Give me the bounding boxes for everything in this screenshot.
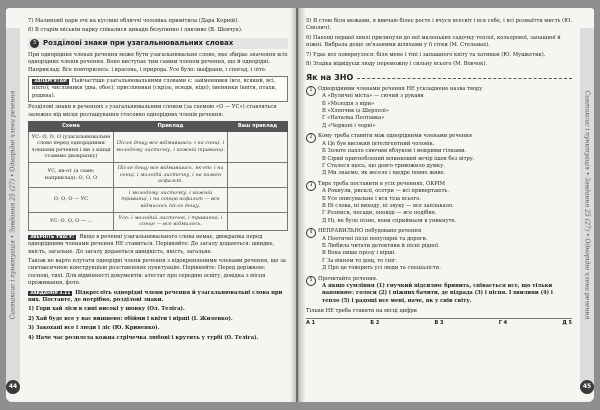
answer-option: В «Хлопчик із Шерлолі» (322, 108, 389, 115)
task-tag: ЗАВДАННЯ 3.11 (30, 290, 71, 296)
answer-option: Г «Наталка Полтавка» (322, 115, 385, 122)
left-page (6, 8, 296, 402)
top-item: 5) Я стою біля межами, я вивчаю білеє росте і вчуся всесвіт і вся себе, і всі розмаїття мисть (Ю. Смолич). (306, 18, 572, 32)
top-item: 8) Згадка відвідуєш люду переможну і сильну всього (М. Вовчок). (306, 61, 488, 68)
question-number: 2 (306, 133, 316, 143)
answer-choice[interactable]: А 1 (306, 319, 316, 326)
exercise-item: 2) Хай буде все у вас вишнево: обійми і квіти і вірші (І. Жиленко). (28, 315, 233, 322)
answer-option: А «Вуличні міста» — сючий з рукави (322, 93, 424, 100)
question-text: Тире треба поставити в усіх реченнях, ОКРІМ (318, 180, 446, 187)
answer-option: Б Золоте пахло сяючим яблуком і мокрими гілками. (322, 148, 467, 155)
section-title: Розділові знаки при узагальнювальних словах (43, 38, 234, 47)
question (306, 181, 572, 225)
table-row (29, 163, 288, 188)
zno-header (306, 74, 572, 81)
table-header: Ваш приклад (228, 122, 288, 132)
answer-choice[interactable]: Д 5 (562, 319, 572, 326)
answer-choice[interactable]: Б 2 (370, 319, 380, 326)
question-text: Кому треба ставити між однорідними членами речення (318, 133, 473, 140)
remember-box (28, 76, 288, 102)
book-gutter (290, 8, 306, 402)
question (306, 276, 572, 306)
note-paragraph (28, 234, 288, 256)
exercise-item: 4) Наче час розплела кожна стрічечка любові і крутить у турбі (О. Теліга). (28, 334, 259, 341)
question (306, 228, 572, 272)
right-side-strip (580, 28, 594, 382)
remember-text: Найчастіше узагальнювальними словами є: займенники (все, всякий, всі, ніхто); числівники (два, обоє); прислівники (скрізь, всюди, ніде); іменники (квіти, птахи, родина). (32, 78, 277, 99)
table-header: Схема (29, 122, 114, 132)
question-text: Однорідними членами речення НЕ ускладнено назва твору (318, 85, 483, 92)
left-page-number: 44 (6, 380, 20, 394)
right-content (306, 18, 572, 327)
top-item: 7) Удає все повернулося: біля мене і тіні і запашного квіту та хатинки (Ю. Мушкетик). (306, 51, 546, 58)
question (306, 133, 572, 177)
answer-option: Г Сталося щось, що довго тривожило думку. (322, 162, 445, 169)
top-item: 6) Пахощі першої хвилі прилинули до неї маленьких садочку теплої, кольорової, запашної й ніжні. Вибрала дещо зв'язаними шляхами у її сітки (М. Стельмах). (306, 34, 561, 49)
answer-option: Д Ні, не було пізно, вони сприймали в уникнуте. (322, 217, 457, 224)
right-page-number: 45 (580, 380, 594, 394)
your-example-cell[interactable] (228, 163, 288, 188)
answer-option: А Поетичні пісні популярні та дороги. (322, 235, 428, 242)
your-example-cell[interactable] (228, 212, 288, 230)
answer-option: Б Любила читати детективи й пісні рідної. (322, 242, 440, 249)
answer-option: Д Ми знаємо, як веселе і щедре повно живе. (322, 170, 446, 177)
table-header-row (29, 122, 288, 132)
answer-option: А Це був високий інтелігентний чоловік. (322, 140, 435, 147)
answer-option: А Рокнули, рисклі, осетри — всі привертають. (322, 188, 449, 195)
exercise-item: 3) Закохані все і люди і ліс (Ю. Кривенко). (28, 325, 160, 332)
task-paragraph (28, 290, 288, 305)
section-text: При однорідних членах речення може бути узагальнювальне слово, яке збирає значення всіх однорідних членів речення. Воно виступає тим самим членом речення, що й однорідні. Наприклад: Все повторилось: і красень, і природа. Усе було: шафрани, і спогад, і літо. (28, 51, 288, 73)
your-example-cell[interactable] (228, 187, 288, 212)
table-header: Приклад (114, 122, 228, 132)
note-tag: ЗВЕРНІТЬ УВАГУ! (30, 234, 75, 240)
left-side-strip (6, 28, 20, 382)
example-cell: Після дощу все відмившись, як-от: і на сонці, і молодій листочку, і на кожен асфальт. (114, 163, 228, 188)
scheme-cell: О, О, О — УС (29, 187, 114, 212)
right-side-title: Синтаксис і пунктуація • Завдання 25 (27) • Однорідні члени речення (583, 90, 591, 320)
intro-item: 7) Малиновії пари очі на кусливі обличчі чоловіка примітила (Дара Корній). (28, 18, 239, 24)
final-instruction: Тільки НЕ треба ставити на місці цифри (306, 308, 417, 315)
question-text: Прочитайте речення. (318, 275, 378, 282)
example-cell: Усе: і молодий листочок, і травинка, і сонце — все відмилось. (114, 212, 228, 230)
punctuation-table (28, 121, 288, 231)
answer-option: В Ні слова, ні виходу, ні звуку — все заплакало. (322, 202, 454, 209)
answer-option: Б «Мелодія з віри» (322, 100, 375, 107)
question-number: 1 (306, 86, 316, 96)
answer-choice[interactable]: В 3 (434, 319, 444, 326)
answer-choice[interactable]: Г 4 (498, 319, 508, 326)
answer-option: Д Про це говорить усі люди та спеціалісти. (322, 265, 441, 272)
answer-option: Б Усе описувальне і вся тіла всього. (322, 195, 422, 202)
answer-option: В Сірий пригноблений млинковий вечір ішов без вітру. (322, 155, 475, 162)
exercise-item: 1) Гори хай ліси в сині високі у шовку (Ол. Теліга). (28, 306, 185, 313)
more-text: Також не варто плутати однорідні члени речення з відокремленими членами речення, що за синтаксичною конструкцією розставлених пунктуацію. Порівняйте: Перед доріжкою: соснові, тихі. Для відмінності документів: атестат про середню освіту, довідка з місця проживання, фото. (28, 258, 287, 287)
table-intro: Розділові знаки в реченнях з узагальнювальним словом (за схемою «О — УС») ставляться залежно від місця розташування стосовно однорідних членів речення: (28, 104, 277, 118)
section-number: 3 (30, 39, 39, 48)
question-number: 4 (306, 228, 316, 238)
question (306, 86, 572, 130)
question-number: 5 (306, 276, 316, 286)
answer-option: Д «Червоні і чорні» (322, 122, 376, 129)
question-number: 3 (306, 181, 316, 191)
answer-option: В Вона пише прозу і вірші. (322, 250, 396, 257)
remember-tag: ЗАПАМ'ЯТАЙ (34, 79, 67, 85)
section-header (28, 38, 288, 49)
zno-divider (357, 78, 572, 79)
zno-title: Як на ЗНО (306, 73, 354, 83)
answer-row (306, 318, 572, 327)
note-text: Якщо в реченні узагальнювального слова немає, двокрапка перед однорідними членами речення НЕ ставиться. Порівняйте: До загалу додаються: швидке, якість, загальне. До загалу додаються швидкість, якість, загальне. (28, 233, 275, 255)
intro-item: 8) В старім міськім парку співалися цикади безупинно і лякливо (В. Шевчук). (28, 27, 243, 34)
passage-text: А якщо сумління (1) гнучкий підсилює бринить, співається все, що тільки наповнює: голоси (2) і ніжних бачити, де відрада (3) і пісня. І хвилини (4) і тепло (5) і радощі все мені, наче, як у снів світу. (322, 283, 553, 304)
task-text: Підкресліть однорідні члени речення й узагальнювальні слова при них. Поставте, де потрібно, розділові знаки. (28, 289, 283, 304)
table-row (29, 131, 288, 162)
answer-option: Г За вікном то дощ, то сніг. (322, 257, 398, 264)
question-text: НЕПРАВИЛЬНО побудовано речення (318, 228, 422, 235)
answer-option: Г Розписи, посади, оповіді — все подібне. (322, 210, 437, 217)
scheme-cell: УС, як-от (а саме; наприклад): О, О, О (29, 163, 114, 188)
table-row (29, 187, 288, 212)
left-side-title: Синтаксис і пунктуація • Завдання 25 (27) • Однорідні члени речення (9, 90, 17, 320)
example-cell: Після дощу все відмившись: і на сонці, і молодому листочку, і кожній травинці. (114, 131, 228, 162)
table-row (29, 212, 288, 230)
right-page (298, 8, 594, 402)
scheme-cell: УС: О, О, О — ... (29, 212, 114, 230)
example-cell: і молодому листочку, і кожній травинці, і на сонцю асфальт — все відмилось після дощу. (114, 187, 228, 212)
scheme-cell: УС: О, О, О (узагальнювальне слово перед однорідними членами речення і ми з кінця ставимо двокрапку) (29, 131, 114, 162)
your-example-cell[interactable] (228, 131, 288, 162)
left-content (28, 18, 288, 344)
